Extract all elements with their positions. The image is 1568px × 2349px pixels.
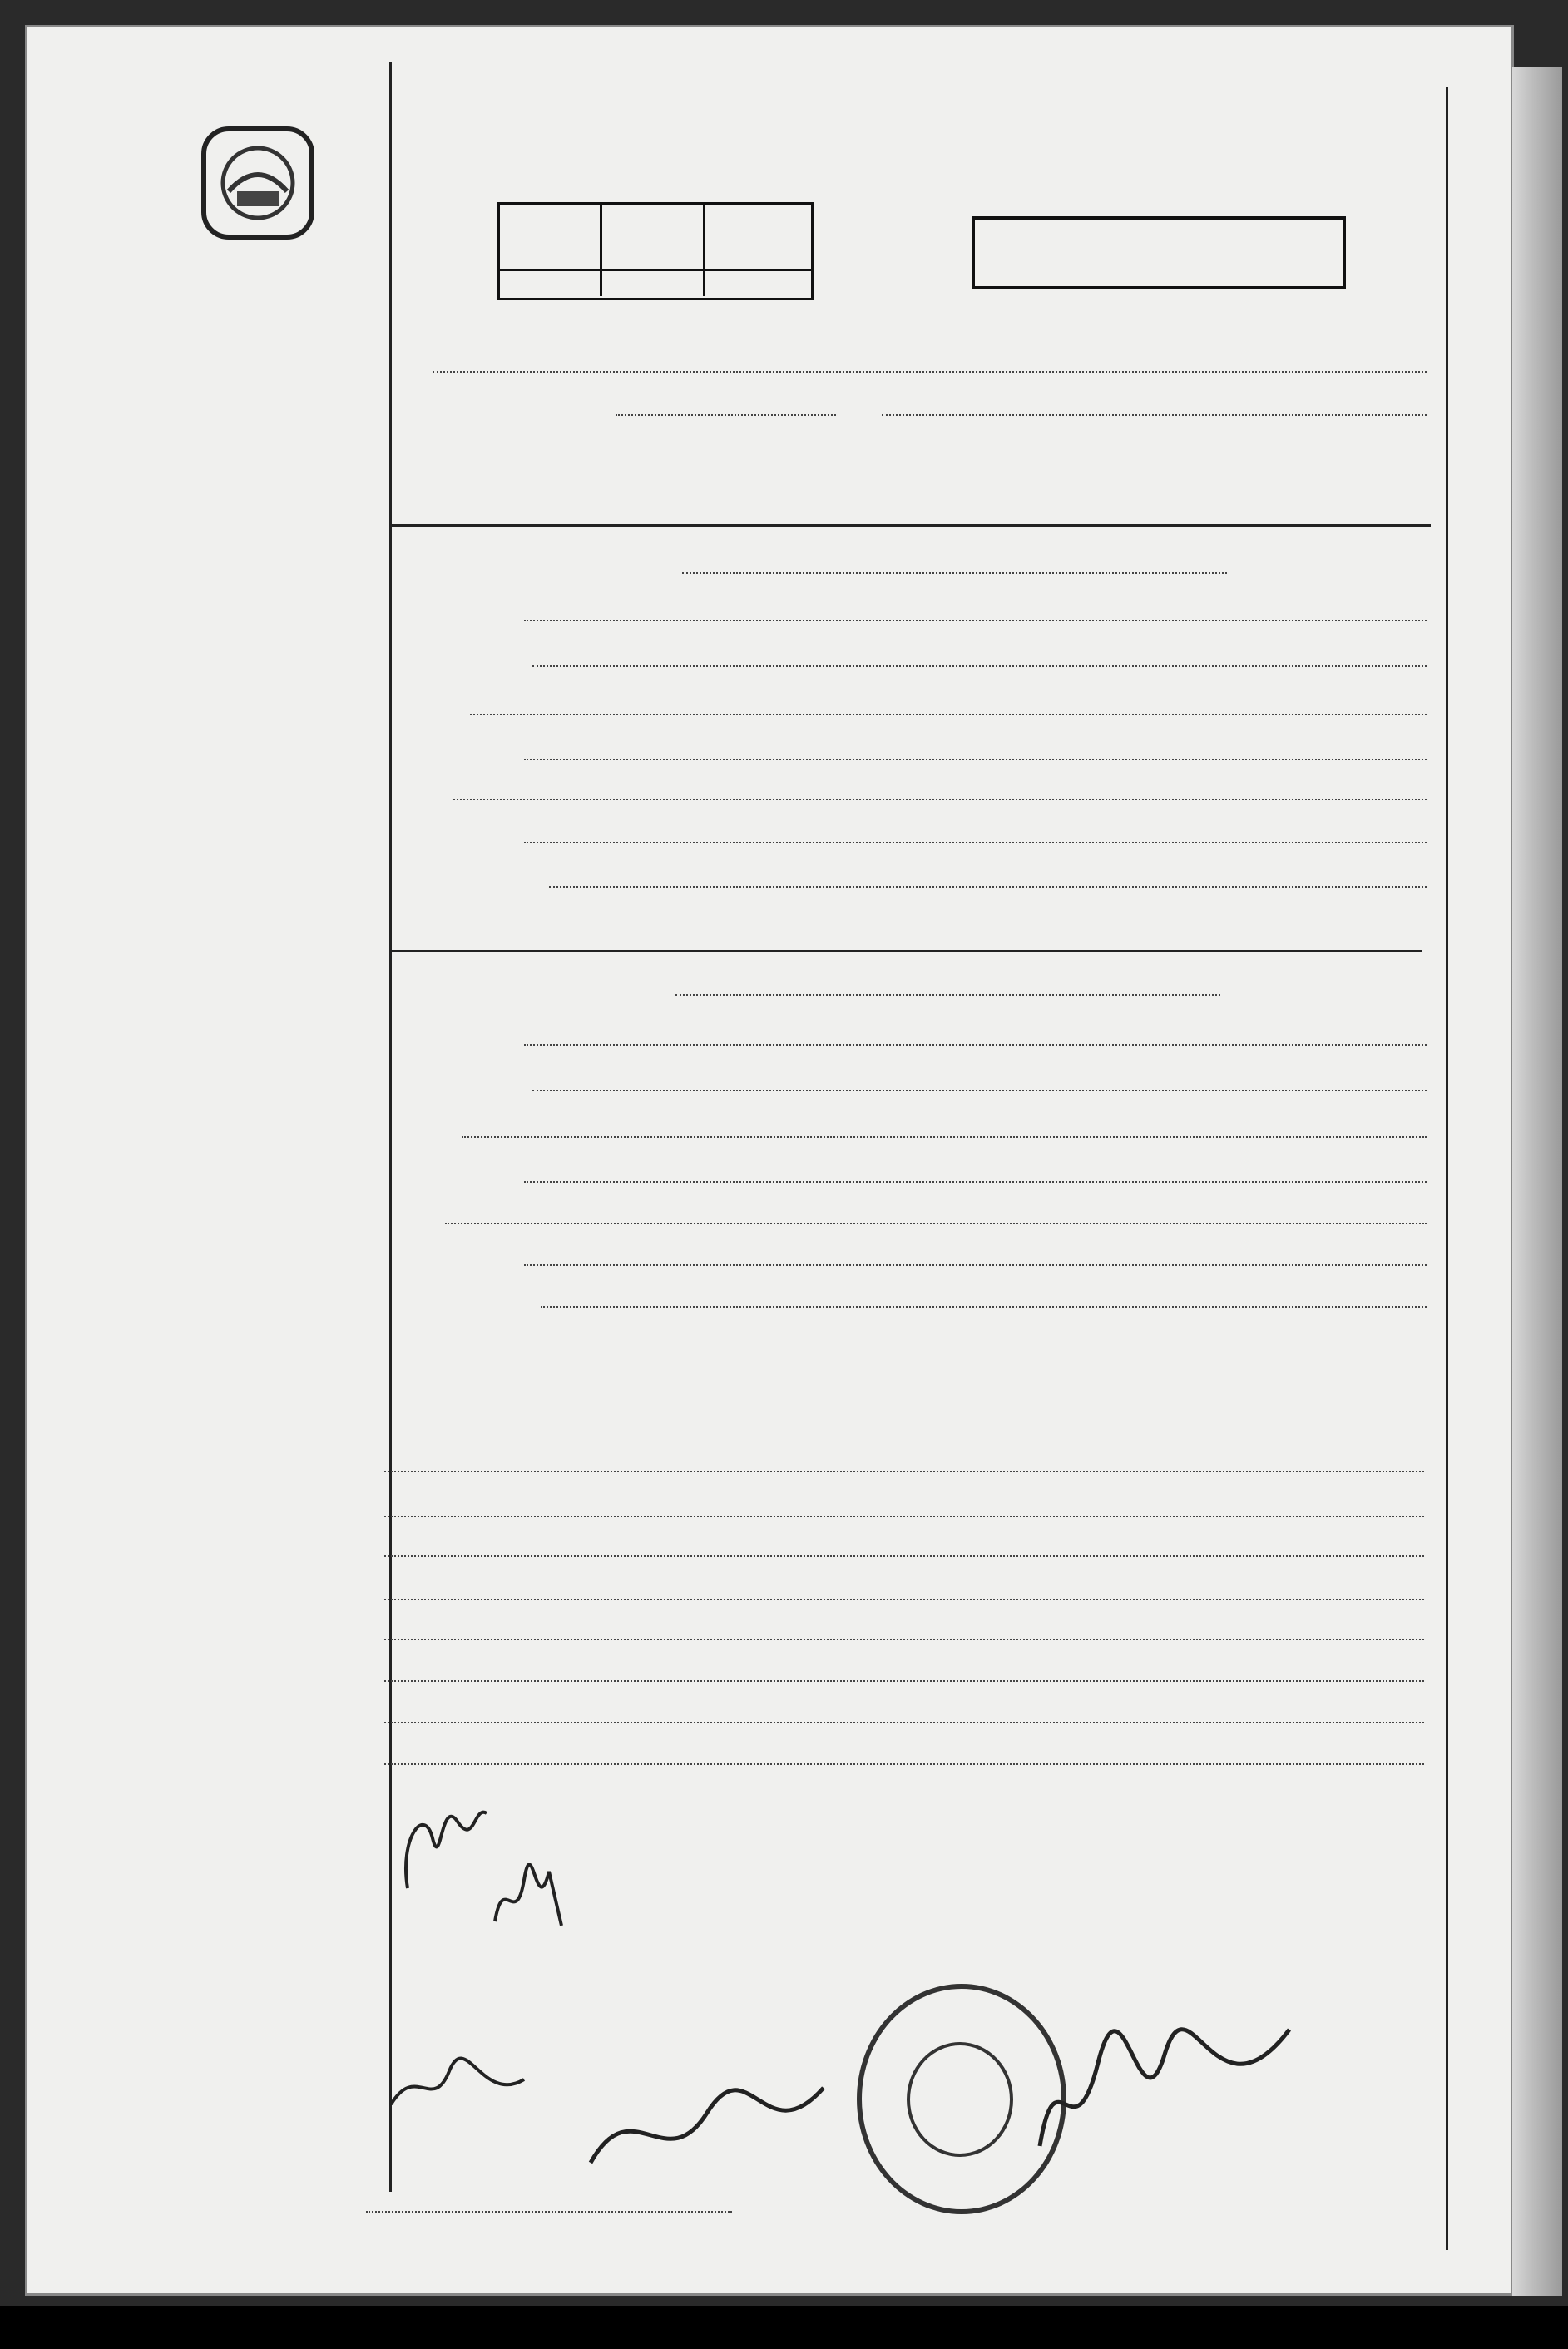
fill-line: [616, 414, 836, 416]
fill-line: [541, 1306, 1427, 1308]
official-stamp-inner: [907, 2042, 1013, 2157]
fill-line: [384, 1516, 1424, 1517]
fill-line: [882, 414, 1427, 416]
fill-line: [384, 1680, 1424, 1682]
section-rule: [391, 524, 1431, 527]
record-divider: [703, 205, 705, 296]
signature-bride-icon: [487, 1863, 570, 1938]
fill-line: [524, 842, 1427, 843]
signature-groom-icon: [391, 1788, 491, 1897]
fill-line: [445, 1223, 1427, 1224]
fill-line: [682, 572, 1227, 574]
fill-line: [524, 1264, 1427, 1266]
fill-line: [549, 886, 1427, 888]
fill-line: [524, 1181, 1427, 1183]
fill-line: [384, 1639, 1424, 1640]
fill-line: [524, 759, 1427, 760]
fill-line: [524, 620, 1427, 621]
fill-line: [675, 994, 1220, 996]
document-type-box: [972, 216, 1346, 289]
province-emblem-icon: [200, 125, 316, 241]
fill-line: [532, 665, 1427, 667]
fill-line: [462, 1136, 1427, 1138]
fill-line: [366, 2211, 732, 2213]
right-margin-rule: [1446, 87, 1448, 2250]
fill-line: [384, 1722, 1424, 1723]
record-divider: [600, 205, 602, 296]
signature-witness2-icon: [582, 2071, 832, 2188]
record-number-box: [497, 202, 814, 300]
fill-line: [470, 714, 1427, 715]
official-signature-icon: [1023, 2013, 1298, 2179]
fill-line: [433, 371, 1427, 373]
fill-line: [524, 1044, 1427, 1046]
fill-line: [453, 799, 1427, 800]
signature-witness1-icon: [383, 2055, 532, 2121]
fill-line: [384, 1471, 1424, 1472]
fill-line: [384, 1599, 1424, 1600]
footer-bar: [0, 2306, 1568, 2349]
section-rule: [391, 950, 1422, 952]
fill-line: [384, 1555, 1424, 1557]
record-divider: [497, 269, 811, 271]
fill-line: [532, 1090, 1427, 1091]
fill-line: [384, 1763, 1424, 1765]
page-edge: [1512, 67, 1562, 2296]
document-sheet: [25, 25, 1514, 2296]
